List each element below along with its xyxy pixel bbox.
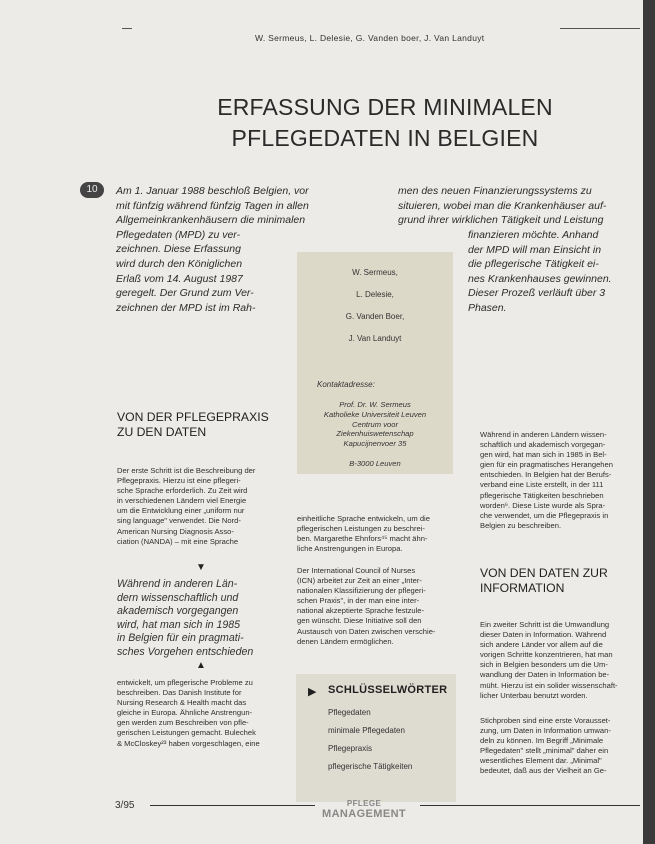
contact-spacer xyxy=(297,449,453,459)
lead-line: Phasen. xyxy=(468,301,507,314)
lead-line: grund ihrer wirklichen Tätigkeit und Leistung xyxy=(398,214,604,227)
contact-label: Kontaktadresse: xyxy=(317,380,375,389)
text-line: ciation (NANDA) – mit eine Sprache xyxy=(117,536,239,546)
contact-line: Ziekenhuiswetenschap xyxy=(336,429,414,439)
lead-line: Erlaß vom 14. August 1987 xyxy=(116,272,243,285)
text-line: sich in Belgien besonders um die Um- xyxy=(480,660,608,670)
contact-address xyxy=(297,400,453,469)
keyword: minimale Pflegedaten xyxy=(328,726,405,735)
authors-box xyxy=(297,252,453,474)
journal-masthead: PFLEGE MANAGEMENT xyxy=(322,799,407,820)
text-line: licher Unterbau benutzt worden. xyxy=(480,690,588,700)
pull-quote xyxy=(117,578,292,660)
lead-line: wird durch den Königlichen xyxy=(116,257,243,270)
lead-line: mit fünfzig während fünfzig Tagen in allen xyxy=(116,199,309,212)
section-heading-information: VON DEN DATEN ZUR INFORMATION xyxy=(480,566,608,595)
text-line: denen Ländern ermöglichen. xyxy=(297,636,394,646)
page-badge: 10 xyxy=(80,182,104,198)
text-line: sche Sprache erforderlich. Zu Zeit wird xyxy=(117,486,248,496)
text-line: gien für ein pragmatisches Herangehen xyxy=(480,460,613,470)
contact-line: Kapucijnenvoer 35 xyxy=(343,439,407,449)
text-line: schaftlich und akademisch vorgegan- xyxy=(480,440,606,450)
text-line: um die Entwicklung einer „uniform nur xyxy=(117,506,245,516)
lead-line: situieren, wobei man die Krankenhäuser auf- xyxy=(398,199,607,212)
text-line: einheitliche Sprache entwickeln, um die xyxy=(297,514,430,523)
keywords-box xyxy=(296,674,456,802)
text-line: national akzeptierte Sprache festzule- xyxy=(297,606,425,616)
col2-paragraph-2 xyxy=(297,566,462,647)
lead-line: Allgemeinkrankenhäusern die minimalen xyxy=(116,214,306,227)
text-line: Der International Council of Nurses xyxy=(297,566,416,575)
text-line: pflegerische Tätigkeiten beschrieben xyxy=(480,490,604,500)
text-line: Belgien zu beschreiben. xyxy=(480,520,562,530)
text-line: Stichproben sind eine erste Vorausset- xyxy=(480,716,611,725)
text-line: liche Anstrengungen in Europa. xyxy=(297,544,403,554)
text-line: sing language" verwendet. Die Nord- xyxy=(117,516,241,526)
issue-number: 3/95 xyxy=(115,800,135,811)
article-title-line-1: ERFASSUNG DER MINIMALEN xyxy=(217,94,553,120)
text-line: verband eine Liste erstellt, in der 111 xyxy=(480,480,604,490)
binding-edge-shadow xyxy=(643,0,655,844)
text-line: pflegerischen Leistungen zu beschrei- xyxy=(297,524,425,534)
quote-line: wird, hat man sich in 1985 xyxy=(117,618,241,631)
contact-line: B-3000 Leuven xyxy=(349,458,401,468)
text-line: gen werden zum Beschreiben von pfle- xyxy=(117,718,249,728)
section-heading-pflegepraxis: VON DER PFLEGEPRAXIS ZU DEN DATEN xyxy=(117,410,269,439)
author-name: G. Vanden Boer, xyxy=(345,312,405,321)
author-name: J. Van Landuyt xyxy=(348,334,402,343)
text-line: entschieden. In Belgien hat der Berufs- xyxy=(480,470,612,480)
text-line: wandlung der Daten in Information be- xyxy=(480,670,610,680)
lead-line: Am 1. Januar 1988 beschloß Belgien, vor xyxy=(116,185,309,197)
quote-marker-top: ▼ xyxy=(196,562,206,573)
col3-paragraph-1 xyxy=(480,430,643,531)
lead-line: men des neuen Finanzierungssystems zu xyxy=(398,185,592,197)
contact-line: Prof. Dr. W. Sermeus xyxy=(339,400,411,409)
lead-line: finanzieren möchte. Anhand xyxy=(468,229,599,241)
keywords-list xyxy=(328,704,412,776)
text-line: gen wird, hat man sich in 1985 in Bel- xyxy=(480,450,607,460)
text-line: deln zu können. Im Begriff „Minimale xyxy=(480,736,604,746)
contact-line: Katholieke Universiteit Leuven xyxy=(323,409,427,419)
col1-paragraph-1 xyxy=(117,466,289,547)
text-line: vorigen Schritte konzentrieren, hat man xyxy=(480,650,613,660)
running-head: W. Sermeus, L. Delesie, G. Vanden boer, J. Van Landuyt xyxy=(255,33,485,43)
text-line: Während in anderen Ländern wissen- xyxy=(480,430,607,439)
lead-line: zeichnen der MPD ist im Rah- xyxy=(116,301,256,314)
footer-rule-right xyxy=(420,805,640,806)
text-line: zung, um Daten in Information umwan- xyxy=(480,726,611,736)
text-line: American Nursing Diagnosis Asso- xyxy=(117,526,234,536)
lead-continuation-top xyxy=(398,184,643,228)
header-rule-left xyxy=(122,28,132,29)
lead-line: die pflegerische Tätigkeit ei- xyxy=(468,258,599,271)
text-line: entwickelt, um pflegerische Probleme zu xyxy=(117,678,253,687)
text-line: Ein zweiter Schritt ist die Umwandlung xyxy=(480,620,610,629)
text-line: nationalen Klassifizierung der pflegeri- xyxy=(297,586,426,596)
footer-rule-left xyxy=(150,805,315,806)
keyword: Pflegepraxis xyxy=(328,744,373,753)
text-line: bedeutet, daß aus der Vielheit an Ge- xyxy=(480,766,607,776)
col1-paragraph-2 xyxy=(117,678,289,749)
text-line: (ICN) arbeitet zur Zeit an einer „Inter- xyxy=(297,576,422,586)
quote-line: sches Vorgehen entschieden xyxy=(117,645,254,658)
text-line: ben. Margarethe Ehnfors⁴⁵ macht ähn- xyxy=(297,534,428,544)
lead-line: Pflegedaten (MPD) zu ver- xyxy=(116,228,241,241)
text-line: schen Praxis", in der man eine inter- xyxy=(297,596,420,606)
quote-line: dern wissenschaftlich und xyxy=(117,591,239,604)
col3-paragraph-2 xyxy=(480,620,643,701)
lead-line: der MPD will man Einsicht in xyxy=(468,243,602,256)
lead-line: nes Krankenhauses gewinnen. xyxy=(468,272,612,285)
text-line: wesentliches Element dar. „Minimal" xyxy=(480,756,602,766)
header-rule-right xyxy=(560,28,640,29)
author-name: L. Delesie, xyxy=(356,290,394,299)
quote-marker-bottom: ▲ xyxy=(196,660,206,671)
keywords-title: SCHLÜSSELWÖRTER xyxy=(328,684,448,696)
contact-line: Centrum voor xyxy=(351,419,398,429)
text-line: worden⁶. Diese Liste wurde als Spra- xyxy=(480,500,606,510)
text-line: Pflegepraxis. Hierzu ist eine pflegeri- xyxy=(117,476,241,486)
text-line: müht. Hierzu ist ein solider wissenschaft- xyxy=(480,680,618,690)
lead-continuation-side xyxy=(468,228,643,316)
text-line: dieser Daten in Information. Während xyxy=(480,630,607,640)
col2-paragraph-1 xyxy=(297,514,462,554)
quote-line: akademisch vorgegangen xyxy=(117,605,239,618)
text-line: Der erste Schritt ist die Beschreibung der xyxy=(117,466,256,475)
lead-line: zeichnen. Diese Erfassung xyxy=(116,243,241,256)
text-line: Austausch von Daten zwischen verschie- xyxy=(297,626,436,636)
text-line: beschreiben. Das Danish Institute for xyxy=(117,688,242,698)
text-line: gen wünscht. Diese Initiative soll den xyxy=(297,616,422,626)
lead-line: Dieser Prozeß verläuft über 3 xyxy=(468,287,606,300)
lead-line: geregelt. Der Grund zum Ver- xyxy=(116,287,254,300)
text-line: Nursing Research & Health macht das xyxy=(117,698,247,708)
text-line: che verwendet, um die Pflegepraxis in xyxy=(480,510,609,520)
text-line: Pflegedaten" stellt „minimal" daher ein xyxy=(480,746,609,756)
article-title-line-2: PFLEGEDATEN IN BELGIEN xyxy=(231,125,539,151)
text-line: & McCloskey²³ haben vorgeschlagen, eine xyxy=(117,738,260,748)
col3-paragraph-3 xyxy=(480,716,643,777)
quote-line: in Belgien für ein pragmati- xyxy=(117,632,244,645)
quote-line: Während in anderen Län- xyxy=(117,578,238,590)
text-line: sich andere Länder vor allem auf die xyxy=(480,640,603,650)
triangle-bullet-icon: ▶ xyxy=(308,686,317,698)
text-line: in verschiedenen Ländern viel Energie xyxy=(117,496,247,506)
author-name: W. Sermeus, xyxy=(352,268,398,277)
text-line: gleiche in Europa. Ähnliche Anstrengun- xyxy=(117,708,253,718)
keyword: Pflegedaten xyxy=(328,708,371,717)
keyword: pflegerische Tätigkeiten xyxy=(328,762,413,771)
text-line: gerischen Leistungen gemacht. Bulechek xyxy=(117,728,256,738)
